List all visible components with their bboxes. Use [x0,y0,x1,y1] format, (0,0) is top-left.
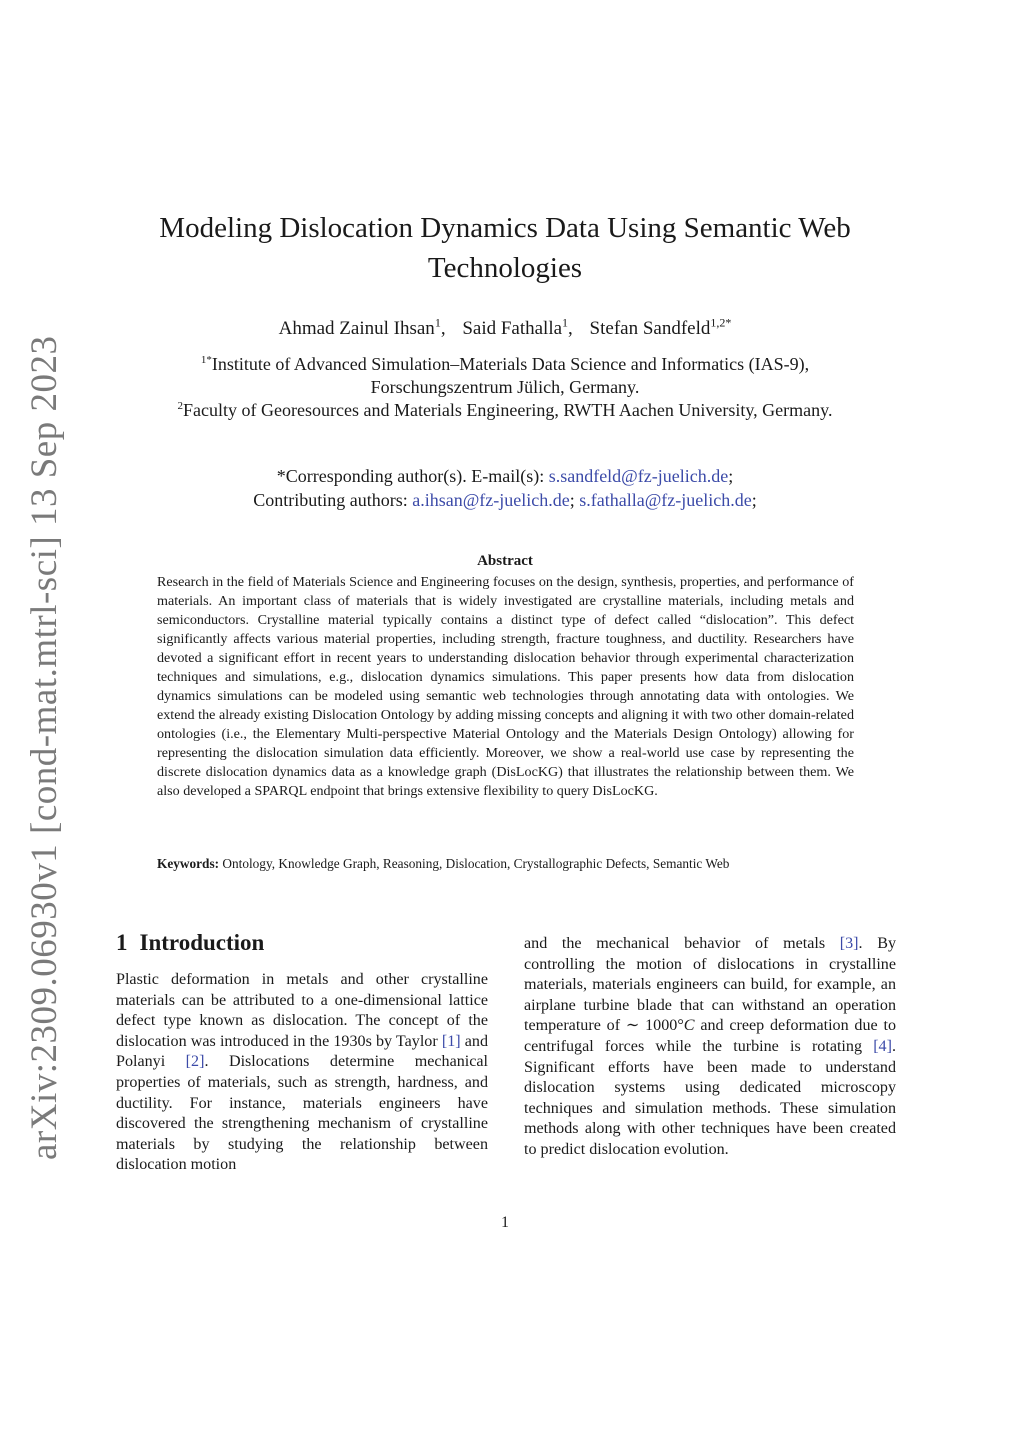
citation-link[interactable]: [1] [441,1032,461,1050]
email-link[interactable]: s.fathalla@fz-juelich.de [579,490,752,510]
keywords-label: Keywords: [157,856,220,871]
author: Said Fathalla$^1$, [462,315,573,339]
email-link[interactable]: s.sandfeld@fz-juelich.de [548,466,729,486]
corresponding-author-line: *Corresponding author(s). E-mail(s): s.sandfeld@fz-juelich.de; [276,466,734,486]
affiliation-1: $^{1*}$Institute of Advanced Simulation–Materials Data Science and Informatics (IAS-9), [200,354,810,374]
citation-link[interactable]: [3] [839,935,859,952]
author-affiliation-mark: 1 [562,315,569,330]
affiliation-2: $^2$Faculty of Georesources and Materials Engineering, RWTH Aachen University, Germany. [177,400,833,420]
keywords [157,855,857,873]
author-name: Ahmad Zainul Ihsan [278,318,435,339]
paper-title: Modeling Dislocation Dynamics Data Using Semantic Web Technologies [159,212,851,284]
temperature-unit: C [683,1017,695,1035]
section-heading [116,928,496,958]
email-link[interactable]: a.ihsan@fz-juelich.de [412,490,570,510]
author-list [140,316,870,342]
section-title: Introduction [139,930,265,955]
author-name: Stefan Sandfeld [589,318,711,339]
keywords-text: Ontology, Knowledge Graph, Reasoning, Dislocation, Crystallographic Defects, Semantic Web [222,856,730,871]
page-number: 1 [501,1214,509,1231]
arxiv-identifier: arXiv:2309.06930v1 [cond-mat.mtrl-sci] 13 Sep 2023 [24,335,65,1160]
abstract-heading: Abstract [477,553,533,569]
affiliation-1-line-2: Forschungszentrum Jülich, Germany. [370,377,640,397]
citation-link[interactable]: [2] [185,1053,205,1071]
contact-info [120,464,890,512]
intro-paragraph-left: Plastic deformation in metals and other crystalline materials can be attributed to a one-dimensional lattice defect type known as dislocation. The concept of the dislocation was introduced in the 1930s by Taylor [1] and Polanyi [2]. Dislocations determine mechanical properties of materials, such as strength, hardness, and ductility. For instance, materials engineers have discovered the strengthening mechanism of crystalline materials by studying the relationship between dislocation motion [116,971,489,1174]
author-name: Said Fathalla [462,318,563,339]
author-affiliation-mark: 1,2* [710,315,732,330]
affiliations [120,353,890,422]
abstract-text: Research in the field of Materials Science and Engineering focuses on the design, synthesis, properties, and performance of materials. An important class of materials that is widely investigated are crystalline materials, including metals and semiconductors. Crystalline material typically contains a distinct type of defect called “dislocation”. This defect significantly affects various material properties, including strength, fracture toughness, and ductility. Researchers have devoted a significant effort in recent years to understanding dislocation behavior through experimental characterization techniques and simulations, e.g., dislocation dynamics simulations. This paper presents how data from dislocation dynamics simulations can be modeled using semantic web technologies through annotating data with ontologies. We extend the already existing Dislocation Ontology by adding missing concepts and aligning it with two other domain-related ontologies (i.e., the Elementary Multi-perspective Material Ontology and the Materials Design Ontology) allowing for representing the dislocation simulation data efficiently. Moreover, we show a real-world use case by representing the discrete dislocation dynamics data as a knowledge graph (DisLocKG) that illustrates the relationship between them. We also developed a SPARQL endpoint that brings extensive flexibility to query DisLocKG. [157,574,854,799]
author [589,315,732,339]
author-affiliation-mark: 1 [434,315,441,330]
contributing-authors-line: Contributing authors: a.ihsan@fz-juelich.de; s.fathalla@fz-juelich.de; [253,490,757,510]
author: Ahmad Zainul Ihsan$^1$, [278,315,446,339]
section-number: 1 [116,930,128,955]
intro-paragraph-right: and the mechanical behavior of metals [3]. By controlling the motion of dislocations in crystalline materials, materials engineers can build, for example, an airplane turbine blade that can withstand an operation temperature of ∼ 1000°C and creep deformation due to centrifugal forces while the turbine is rotating [4]. Significant efforts have been made to understand dislocation systems using dedicated microscopy techniques and simulation methods. These simulation methods along with other techniques have been created to predict dislocation evolution. [524,935,896,1158]
citation-link[interactable]: [4] [873,1037,892,1055]
